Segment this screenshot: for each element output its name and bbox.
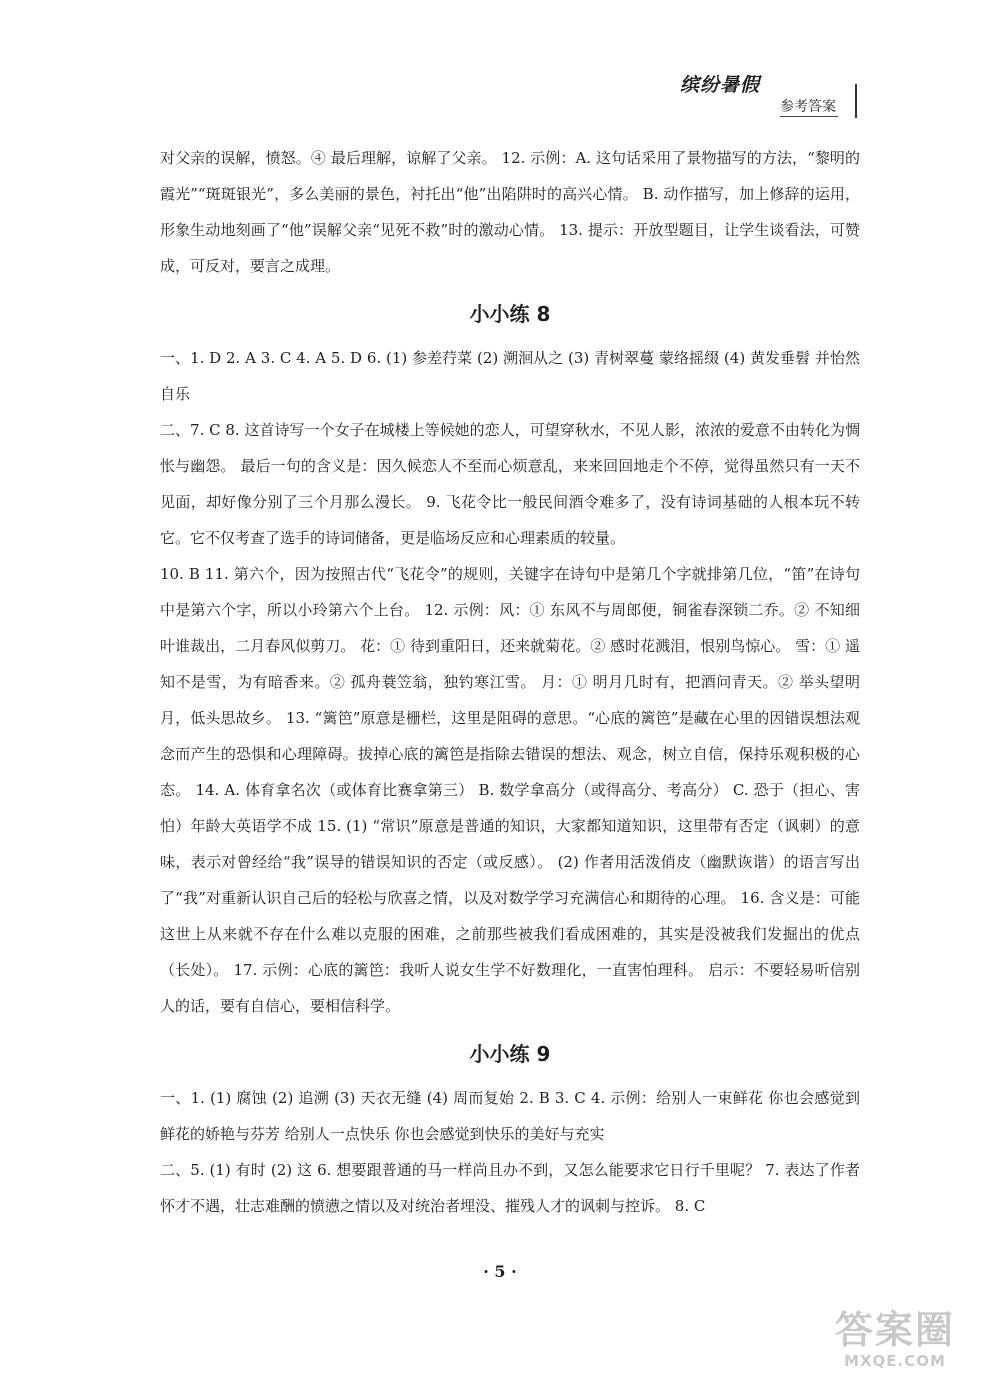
- section-title-9: 小小练 9: [469, 1042, 551, 1066]
- watermark-logo: 答案圈: [834, 1308, 955, 1352]
- section-9-part-2: 二、5. (1) 有时 (2) 这 6. 想要跟普通的马一样尚且办不到，又怎么能要求它日行千里呢？ 7. 表达了作者怀才不遇，壮志难酬的愤懑之情以及对统治者埋没、摧残人才的讽刺与控诉。 8. C: [160, 1161, 860, 1215]
- section-8-part-2: 二、7. C 8. 这首诗写一个女子在城楼上等候她的恋人，可望穿秋水，不见人影，浓浓的爱意不由转化为惆怅与幽怨。 最后一句的含义是：因久候恋人不至而心烦意乱，来来回回地走个不停，觉得虽然只有一天不见面，却好像分别了三个月那么漫长。 9. 飞花令比一般民间酒令难多了，没有诗词基础的人根本玩不转它。它不仅考查了选手的诗词储备，更是临场反应和心理素质的较量。: [160, 421, 860, 547]
- header-brand-text: 缤纷暑假: [680, 74, 761, 96]
- watermark-url: MXQE.COM: [844, 1352, 946, 1370]
- header-rule: [855, 84, 857, 118]
- watermark: [820, 1308, 970, 1370]
- section-8-part-1: 一、1. D 2. A 3. C 4. A 5. D 6. (1) 参差荇菜 (2) 溯洄从之 (3) 青树翠蔓 蒙络摇缀 (4) 黄发垂髫 并怡然自乐: [160, 349, 860, 403]
- section-8-part-3: 10. B 11. 第六个，因为按照古代“飞花令”的规则，关键字在诗句中是第几个字就排第几位，“笛”在诗句中是第六个字，所以小玲第六个上台。 12. 示例：风：① 东风不与周郎便，铜雀春深锁二乔。② 不知细叶谁裁出，二月春风似剪刀。 花：① 待到重阳日，还来就菊花。② 感时花溅泪，恨别鸟惊心。 雪：① 遥知不是雪，为有暗香来。② 孤舟蓑笠翁，独钓寒江雪。 月：① 明月几时有，把酒问青天。② 举头望明月，低头思故乡。 13. “篱笆”原意是栅栏，这里是阻碍的意思。“心底的篱笆”是藏在心里的因错误想法观念而产生的恐惧和心理障碍。拔掉心底的篱笆是指除去错误的想法、观念，树立自信，保持乐观积极的心态。 14. A. 体育拿名次（或体育比赛拿第三） B. 数学拿高分（或得高分、考高分） C. 恐于（担心、害怕）年龄大英语学不成 15. (1) “常识”原意是普通的知识，大家都知道知识，这里带有否定（讽刺）的意味，表示对曾经给“我”误导的错误知识的否定（或反感）。 (2) 作者用活泼俏皮（幽默诙谐）的语言写出了“我”对重新认识自己后的轻松与欣喜之情，以及对数学学习充满信心和期待的心理。 16. 含义是：可能这世上从来就不存在什么难以克服的困难，之前那些被我们看成困难的，其实是没被我们发掘出的优点（长处）。 17. 示例：心底的篱笆：我听人说女生学不好数理化，一直害怕理科。 启示：不要轻易听信别人的话，要有自信心，要相信科学。: [160, 565, 860, 1015]
- page-number: · 5 ·: [483, 1262, 517, 1281]
- header-brand: [680, 70, 860, 97]
- intro-paragraph: 对父亲的误解，愤怒。④ 最后理解，谅解了父亲。 12. 示例：A. 这句话采用了景物描写的方法，“黎明的霞光”“斑斑银光”，多么美丽的景色，衬托出“他”出陷阱时的高兴心情。 B. 动作描写，加上修辞的运用，形象生动地刻画了“他”误解父亲“见死不救”时的激动心情。 13. 提示：开放型题目，让学生谈看法，可赞成，可反对，要言之成理。: [160, 149, 860, 275]
- header-subtitle: 参考答案: [780, 96, 838, 117]
- document-body: [160, 140, 860, 1224]
- section-title-8: 小小练 8: [469, 302, 551, 326]
- section-9-part-1: 一、1. (1) 腐蚀 (2) 追溯 (3) 天衣无缝 (4) 周而复始 2. B 3. C 4. 示例：给别人一束鲜花 你也会感觉到鲜花的娇艳与芬芳 给别人一点快乐 你也会感觉到快乐的美好与充实: [160, 1089, 860, 1143]
